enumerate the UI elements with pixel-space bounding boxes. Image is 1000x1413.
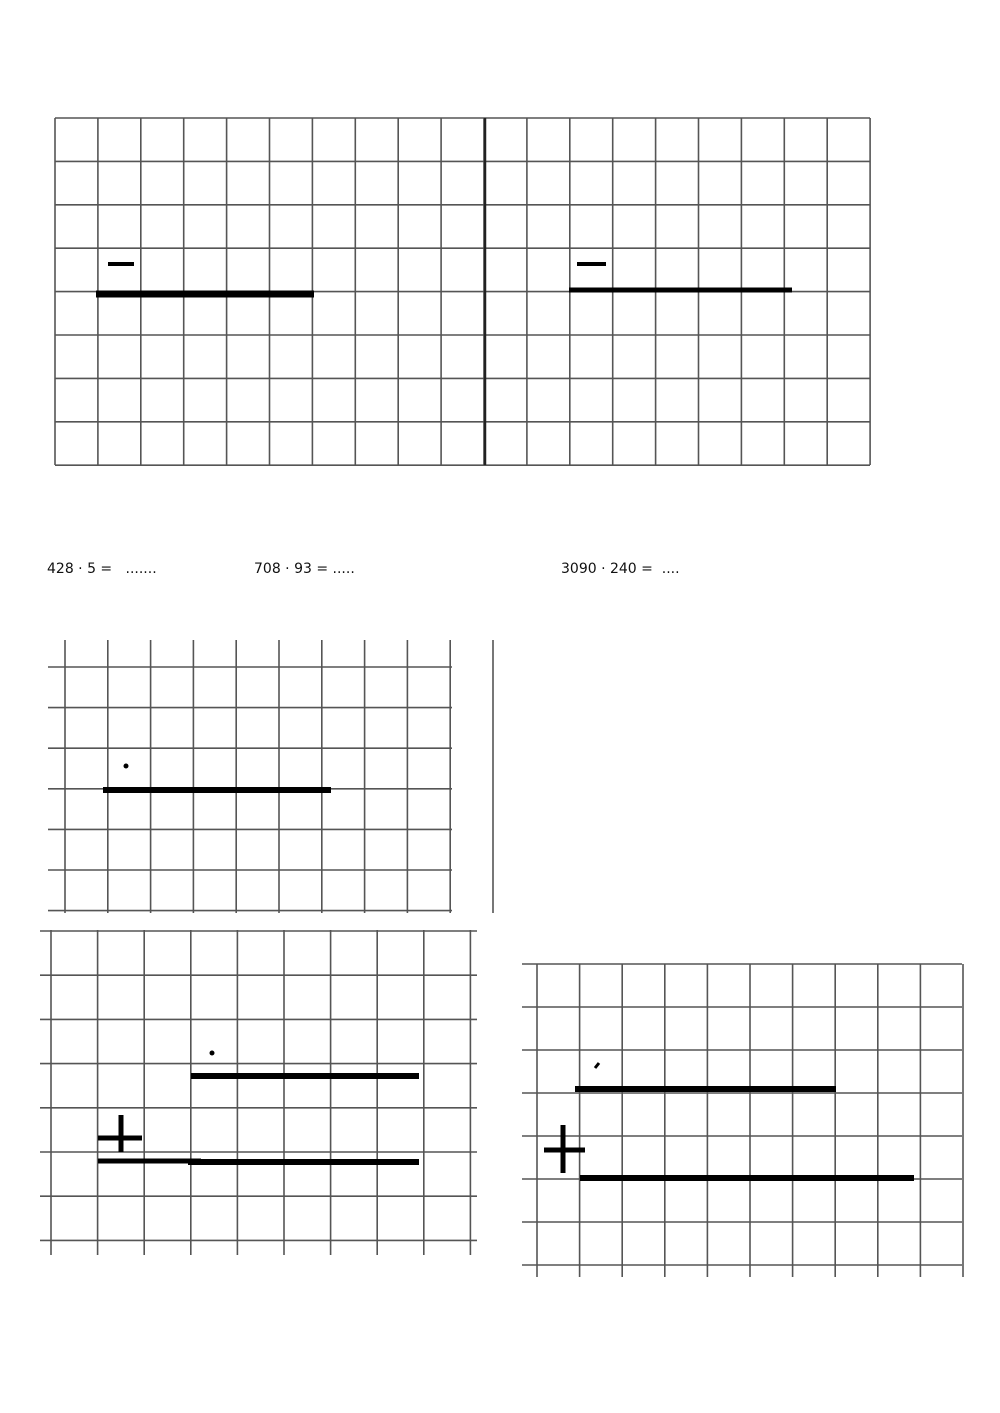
multiplication-dot-icon xyxy=(124,764,129,769)
task-2: 708 · 93 = ..... xyxy=(254,561,355,577)
task-3: 3090 · 240 = .... xyxy=(561,561,680,577)
multiplication-dot-icon xyxy=(595,1063,599,1068)
task-1: 428 · 5 = ....... xyxy=(47,561,157,577)
multiplication-grid-small xyxy=(40,640,460,920)
subtraction-grid-top xyxy=(50,113,880,473)
plus-sign-icon xyxy=(98,1115,142,1152)
multiplication-grid-bottom-right xyxy=(522,960,967,1280)
multiplication-dot-icon xyxy=(210,1051,215,1056)
multiplication-grid-bottom-left xyxy=(40,925,480,1260)
